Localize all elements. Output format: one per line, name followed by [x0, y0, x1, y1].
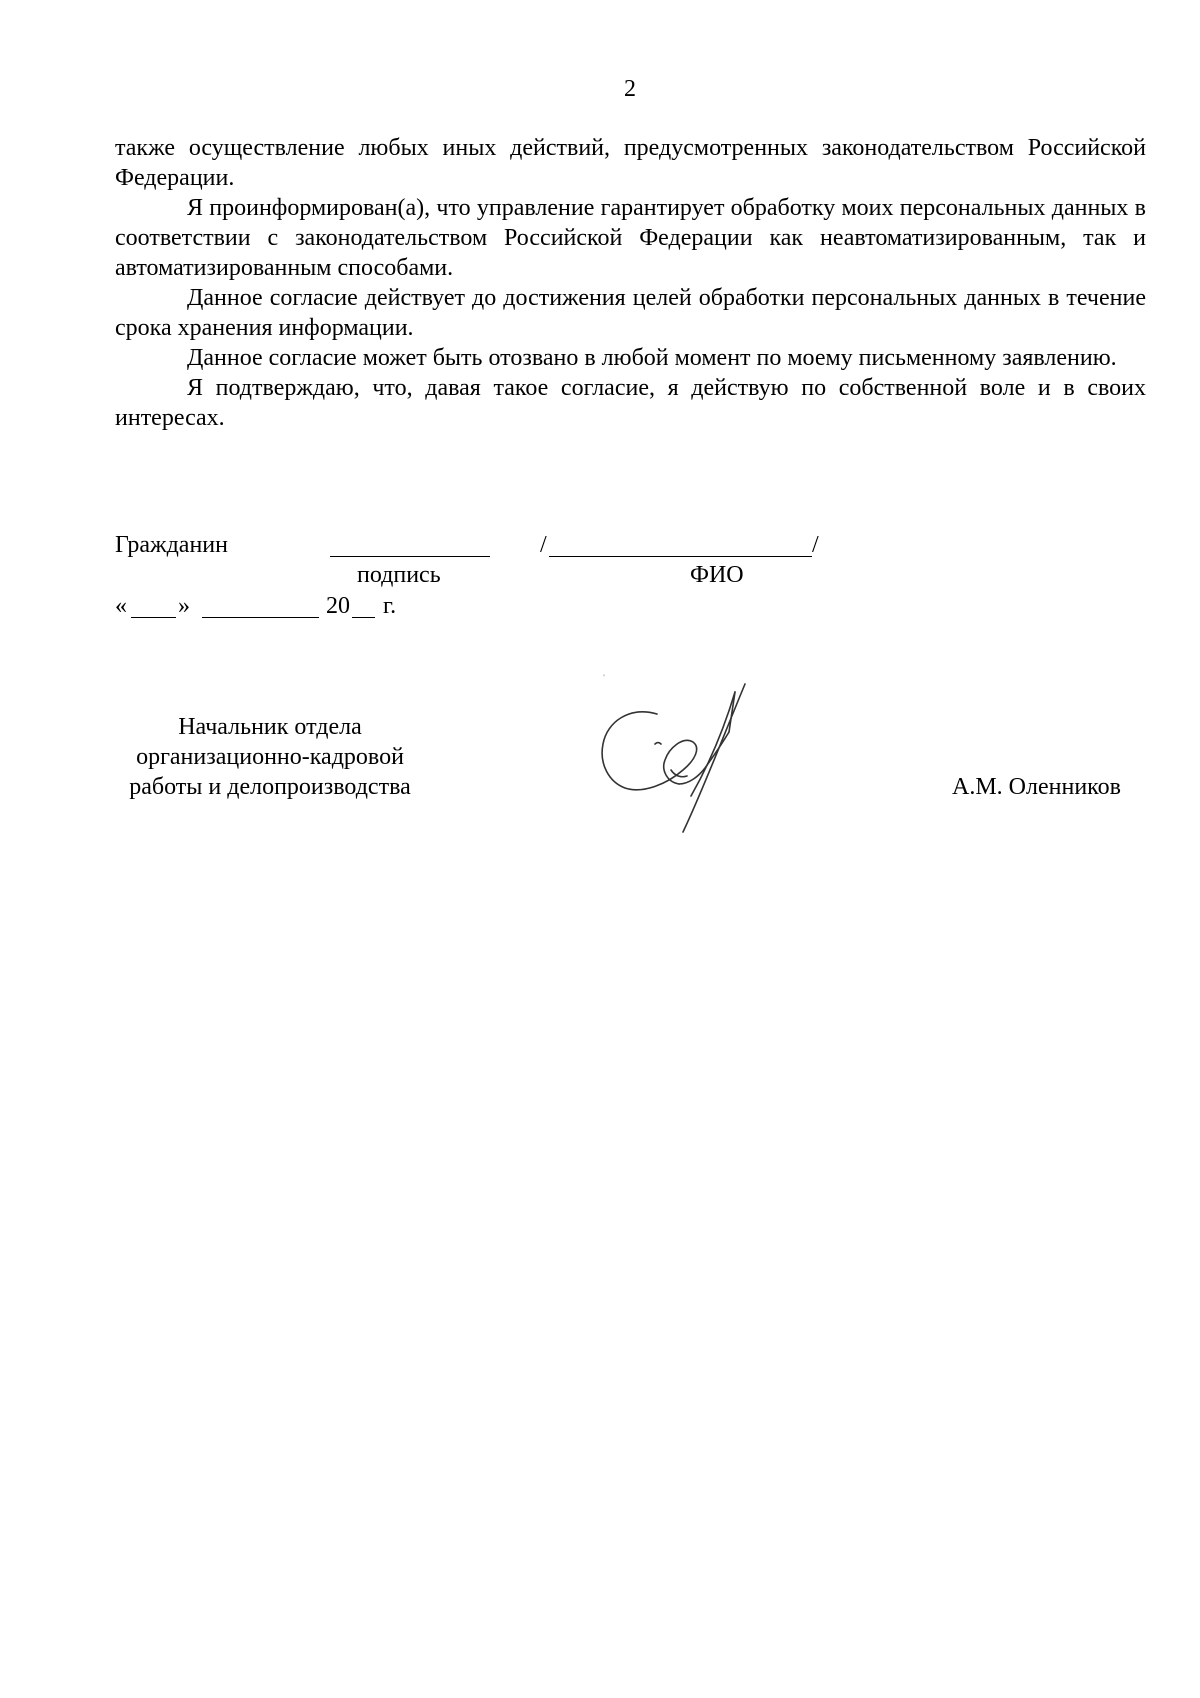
date-quote-close: »: [178, 593, 190, 619]
date-quote-open: «: [115, 593, 127, 619]
paragraph-3: Данное согласие действует до достижения целей обработки персональных данных в течение срока хранения информации.: [115, 285, 1146, 341]
date-year-prefix: 20: [326, 593, 350, 619]
page-number: 2: [624, 76, 636, 102]
date-month-line[interactable]: [202, 617, 319, 618]
full-name-line[interactable]: [549, 556, 812, 557]
signatory-position-line-3: работы и делопроизводства: [129, 774, 411, 800]
signature-line[interactable]: [330, 556, 490, 557]
full-name-caption: ФИО: [690, 562, 744, 588]
paragraph-4: Данное согласие может быть отозвано в любой момент по моему письменному заявлению.: [187, 345, 1117, 371]
paragraph-2: Я проинформирован(а), что управление гарантирует обработку моих персональных данных в соответствии с законодательством Российской Федерации как неавтоматизированным, так и автоматизированным способами.: [115, 195, 1146, 281]
citizen-label: Гражданин: [115, 532, 228, 558]
handwritten-signature: [595, 672, 775, 842]
date-year-suffix: г.: [383, 593, 397, 619]
name-slash-open: /: [540, 532, 547, 558]
date-year-line[interactable]: [352, 617, 375, 618]
signature-caption: подпись: [357, 562, 441, 588]
name-slash-close: /: [812, 532, 819, 558]
signatory-position-line-1: Начальник отдела: [178, 714, 362, 740]
consent-body: [115, 133, 1146, 433]
date-day-line[interactable]: [131, 617, 176, 618]
paragraph-5: Я подтверждаю, что, давая такое согласие, я действую по собственной воле и в своих интересах.: [115, 375, 1146, 431]
signatory-position-line-2: организационно-кадровой: [136, 744, 404, 770]
paragraph-1: также осуществление любых иных действий, предусмотренных законодательством Российской Федерации.: [115, 135, 1146, 191]
signatory-name: А.М. Оленников: [952, 774, 1121, 800]
